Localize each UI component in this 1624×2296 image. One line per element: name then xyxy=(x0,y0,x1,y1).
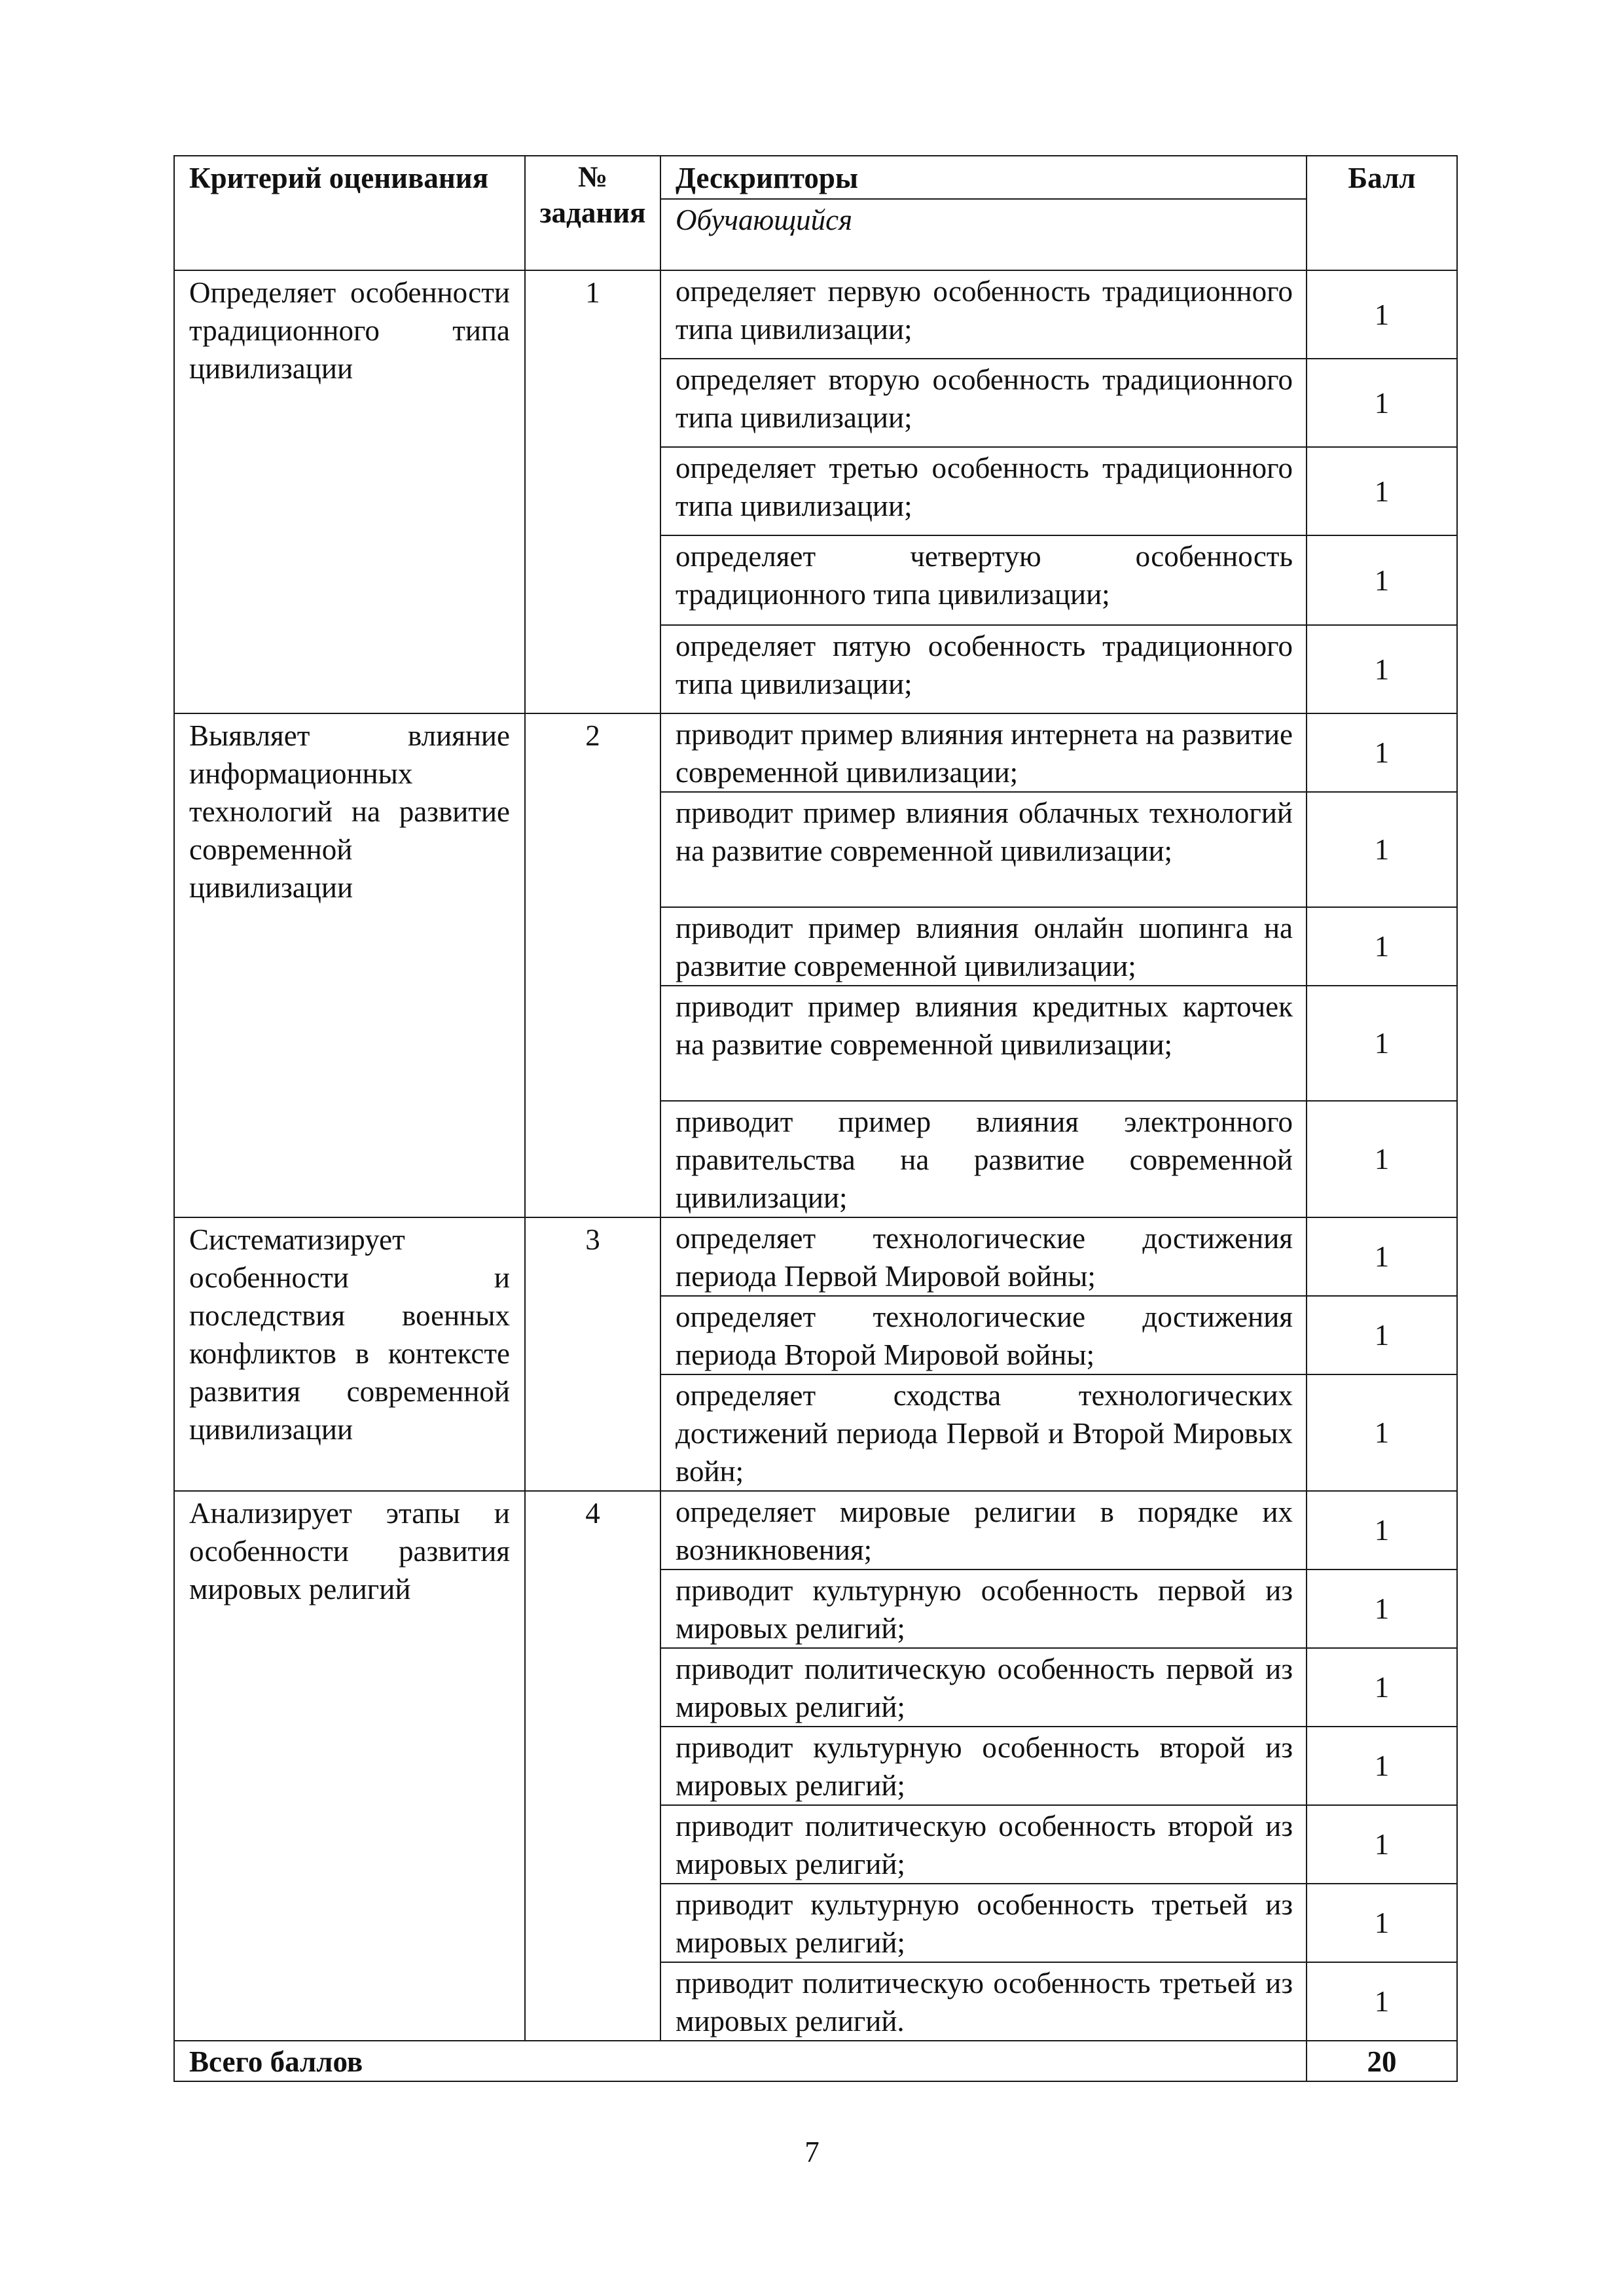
descriptor-cell xyxy=(660,1491,1307,1570)
descriptor-cell xyxy=(660,447,1307,535)
criterion-cell xyxy=(174,270,525,713)
descriptor-text: приводит пример влияния облачных технологий на развитие современной цивилизации; xyxy=(676,797,1293,867)
criterion-cell xyxy=(174,1491,525,2041)
task-number: 4 xyxy=(585,1497,600,1530)
descriptor-score: 1 xyxy=(1307,792,1457,907)
descriptor-text: приводит политическую особенность третьей из мировых религий. xyxy=(676,1967,1293,2037)
total-value-cell xyxy=(1307,2041,1457,2081)
descriptor-text: приводит культурную особенность второй из мировых религий; xyxy=(676,1731,1293,1802)
criterion-text: Выявляет влияние информационных технологий на развитие современной цивилизации xyxy=(189,719,510,904)
descriptor-score: 1 xyxy=(1307,1491,1457,1570)
descriptor-text: приводит культурную особенность первой из мировых религий; xyxy=(676,1574,1293,1645)
header-criterion: Критерий оценивания xyxy=(189,162,489,194)
descriptor-score: 1 xyxy=(1307,625,1457,713)
descriptor-cell xyxy=(660,1648,1307,1727)
header-criterion-cell xyxy=(174,156,525,270)
descriptor-text: определяет первую особенность традиционного типа цивилизации; xyxy=(676,275,1293,346)
table-header-row xyxy=(174,156,1457,270)
total-label-cell xyxy=(174,2041,1307,2081)
header-descriptors-cell xyxy=(660,156,1307,270)
criterion-cell xyxy=(174,1217,525,1491)
descriptor-text: приводит политическую особенность второй из мировых религий; xyxy=(676,1810,1293,1880)
descriptor-score: 1 xyxy=(1307,447,1457,535)
descriptor-cell xyxy=(660,1962,1307,2041)
task-number-cell xyxy=(525,270,660,713)
descriptor-cell xyxy=(660,535,1307,625)
descriptor-score: 1 xyxy=(1307,713,1457,792)
descriptor-score: 1 xyxy=(1307,1217,1457,1296)
descriptor-text: определяет пятую особенность традиционного типа цивилизации; xyxy=(676,630,1293,700)
descriptor-score: 1 xyxy=(1307,1101,1457,1217)
descriptor-score: 1 xyxy=(1307,270,1457,359)
header-score-cell xyxy=(1307,156,1457,270)
descriptor-cell xyxy=(660,792,1307,907)
descriptor-cell xyxy=(660,1884,1307,1962)
table-row xyxy=(174,1217,1457,1296)
descriptor-text: определяет третью особенность традиционного типа цивилизации; xyxy=(676,452,1293,522)
descriptor-cell xyxy=(660,270,1307,359)
descriptor-text: приводит культурную особенность третьей из мировых религий; xyxy=(676,1888,1293,1959)
task-number: 1 xyxy=(585,276,600,309)
descriptor-score: 1 xyxy=(1307,907,1457,986)
total-value: 20 xyxy=(1367,2045,1397,2078)
descriptor-text: приводит политическую особенность первой из мировых религий; xyxy=(676,1653,1293,1723)
descriptor-score: 1 xyxy=(1307,1727,1457,1805)
header-task-number: № задания xyxy=(539,160,646,229)
descriptor-text: определяет сходства технологических достижений периода Первой и Второй Мировых войн; xyxy=(676,1379,1293,1488)
descriptor-text: определяет технологические достижения периода Второй Мировой войны; xyxy=(676,1300,1293,1371)
descriptor-score: 1 xyxy=(1307,1374,1457,1491)
descriptor-score: 1 xyxy=(1307,1962,1457,2041)
descriptor-cell xyxy=(660,359,1307,447)
descriptor-score: 1 xyxy=(1307,986,1457,1101)
descriptor-cell xyxy=(660,1805,1307,1884)
table-row xyxy=(174,1491,1457,1570)
header-score: Балл xyxy=(1348,162,1416,194)
total-label: Всего баллов xyxy=(189,2045,363,2078)
descriptor-cell xyxy=(660,1374,1307,1491)
descriptor-score: 1 xyxy=(1307,359,1457,447)
descriptor-cell xyxy=(660,1101,1307,1217)
descriptor-text: приводит пример влияния кредитных карточек на развитие современной цивилизации; xyxy=(676,990,1293,1061)
descriptor-cell xyxy=(660,907,1307,986)
task-number: 2 xyxy=(585,719,600,752)
table-row xyxy=(174,270,1457,359)
descriptor-text: определяет четвертую особенность традиционного типа цивилизации; xyxy=(676,540,1293,611)
descriptor-cell xyxy=(660,713,1307,792)
header-task-number-cell xyxy=(525,156,660,270)
task-number-cell xyxy=(525,1217,660,1491)
table-row xyxy=(174,713,1457,792)
descriptor-cell xyxy=(660,1296,1307,1374)
criterion-cell xyxy=(174,713,525,1217)
task-number-cell xyxy=(525,713,660,1217)
descriptor-score: 1 xyxy=(1307,1805,1457,1884)
descriptor-score: 1 xyxy=(1307,1296,1457,1374)
descriptor-text: определяет мировые религии в порядке их возникновения; xyxy=(676,1496,1293,1566)
criterion-text: Определяет особенности традиционного типа цивилизации xyxy=(189,276,510,385)
descriptor-text: приводит пример влияния электронного правительства на развитие современной цивилизации; xyxy=(676,1105,1293,1214)
header-learner: Обучающийся xyxy=(676,204,853,236)
descriptor-cell xyxy=(660,625,1307,713)
descriptor-cell xyxy=(660,1570,1307,1648)
descriptor-score: 1 xyxy=(1307,1570,1457,1648)
descriptor-text: приводит пример влияния интернета на развитие современной цивилизации; xyxy=(676,718,1293,789)
task-number: 3 xyxy=(585,1223,600,1256)
page-number: 7 xyxy=(804,2136,820,2168)
assessment-criteria-table xyxy=(173,155,1458,2082)
task-number-cell xyxy=(525,1491,660,2041)
descriptor-score: 1 xyxy=(1307,1884,1457,1962)
criterion-text: Анализирует этапы и особенности развития мировых религий xyxy=(189,1497,510,1605)
descriptor-score: 1 xyxy=(1307,1648,1457,1727)
descriptor-text: приводит пример влияния онлайн шопинга на развитие современной цивилизации; xyxy=(676,912,1293,982)
criterion-text: Систематизирует особенности и последствия военных конфликтов в контексте развития современной цивилизации xyxy=(189,1223,510,1446)
descriptor-cell xyxy=(660,986,1307,1101)
header-descriptors: Дескрипторы xyxy=(661,156,1306,200)
total-row xyxy=(174,2041,1457,2081)
descriptor-text: определяет вторую особенность традиционного типа цивилизации; xyxy=(676,363,1293,434)
descriptor-text: определяет технологические достижения периода Первой Мировой войны; xyxy=(676,1222,1293,1293)
descriptor-score: 1 xyxy=(1307,535,1457,625)
descriptor-cell xyxy=(660,1217,1307,1296)
descriptor-cell xyxy=(660,1727,1307,1805)
